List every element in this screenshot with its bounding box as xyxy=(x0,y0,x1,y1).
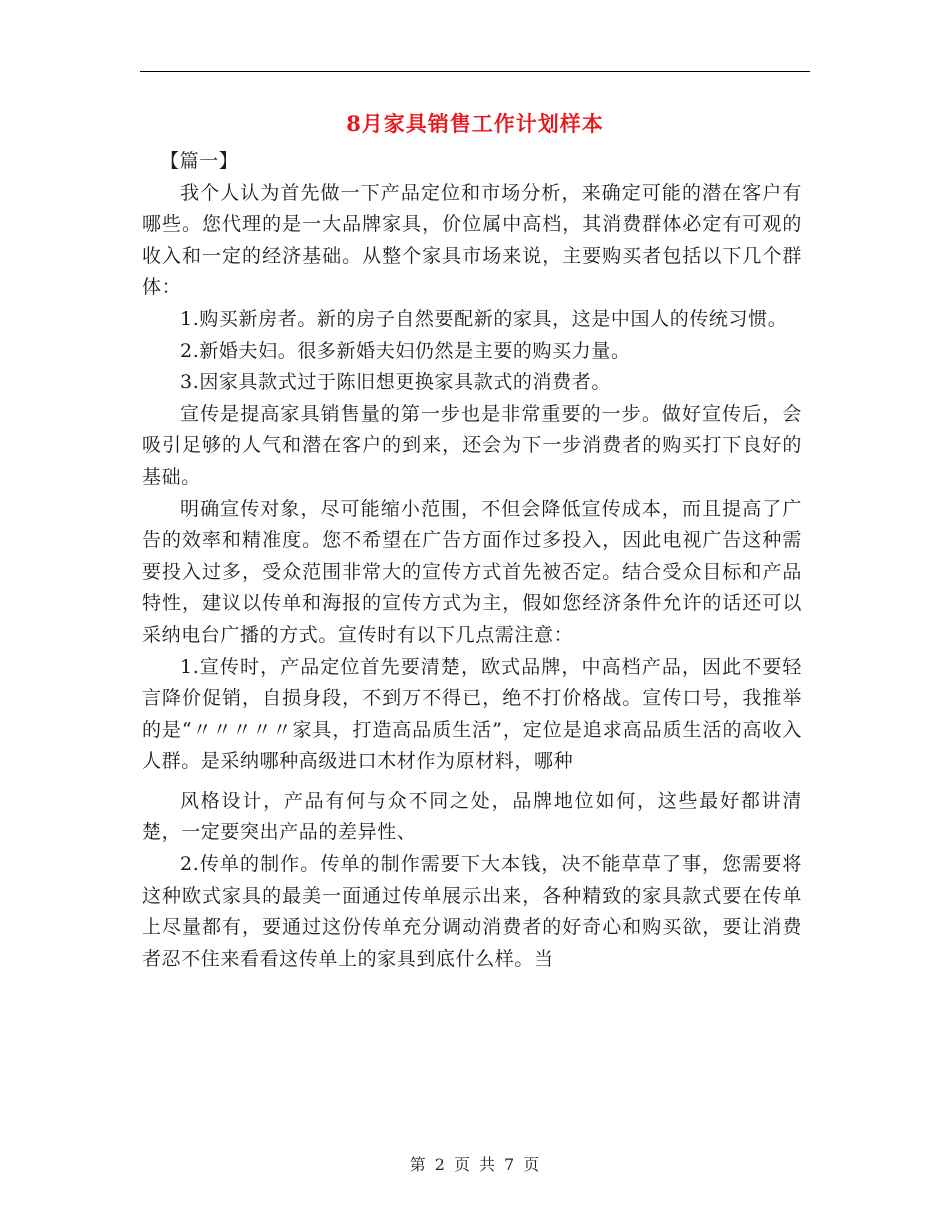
section-label: 【篇一】 xyxy=(160,150,239,172)
list-item: 1.宣传时，产品定位首先要清楚，欧式品牌，中高档产品，因此不要轻言降价促销，自损身段，不到万不得已，绝不打价格战。宣传口号，我推举的是“〃〃〃〃〃家具，打造高品质生活”，定位是追求高品质生活的高收入人群。是采纳哪种高级进口木材作为原材料，哪种 xyxy=(142,655,802,773)
paragraph: 宣传是提高家具销售量的第一步也是非常重要的一步。做好宣传后，会吸引足够的人气和潜在客户的到来，还会为下一步消费者的购买打下良好的基础。 xyxy=(142,402,802,488)
total-pages-number: 7 xyxy=(504,1155,516,1174)
document-title: 8月家具销售工作计划样本 xyxy=(346,111,604,136)
footer-total-prefix: 共 xyxy=(479,1155,497,1174)
paragraph: 明确宣传对象，尽可能缩小范围，不但会降低宣传成本，而且提高了广告的效率和精准度。您不希望在广告方面作过多投入，因此电视广告这种需要投入过多，受众范围非常大的宣传方式首先被否定。结合受众目标和产品特性，建议以传单和海报的宣传方式为主，假如您经济条件允许的话还可以采纳电台广播的方式。宣传时有以下几点需注意： xyxy=(142,497,802,646)
footer-page-word: 页 xyxy=(453,1155,471,1174)
footer-total-suffix: 页 xyxy=(523,1155,541,1174)
document-body xyxy=(142,146,802,975)
list-item: 2.传单的制作。传单的制作需要下大本钱，决不能草草了事，您需要将这种欧式家具的最美一面通过传单展示出来，各种精致的家具款式要在传单上尽量都有，要通过这份传单充分调动消费者的好奇心和购买欲，要让消费者忍不住来看看这传单上的家具到底什么样。当 xyxy=(142,853,802,970)
paragraph: 我个人认为首先做一下产品定位和市场分析，来确定可能的潜在客户有哪些。您代理的是一大品牌家具，价位属中高档，其消费群体必定有可观的收入和一定的经济基础。从整个家具市场来说，主要购买者包括以下几个群体： xyxy=(142,181,802,299)
list-item: 2.新婚夫妇。很多新婚夫妇仍然是主要的购买力量。 xyxy=(180,339,631,362)
page-footer xyxy=(0,1152,950,1175)
header-rule xyxy=(140,71,810,72)
current-page-number: 2 xyxy=(434,1155,446,1174)
list-item: 3.因家具款式过于陈旧想更换家具款式的消费者。 xyxy=(180,371,611,394)
list-item: 1.购买新房者。新的房子自然要配新的家具，这是中国人的传统习惯。 xyxy=(180,307,788,330)
footer-prefix: 第 xyxy=(409,1155,427,1174)
paragraph: 风格设计，产品有何与众不同之处，品牌地位如何，这些最好都讲清楚，一定要突出产品的差异性、 xyxy=(142,789,802,844)
